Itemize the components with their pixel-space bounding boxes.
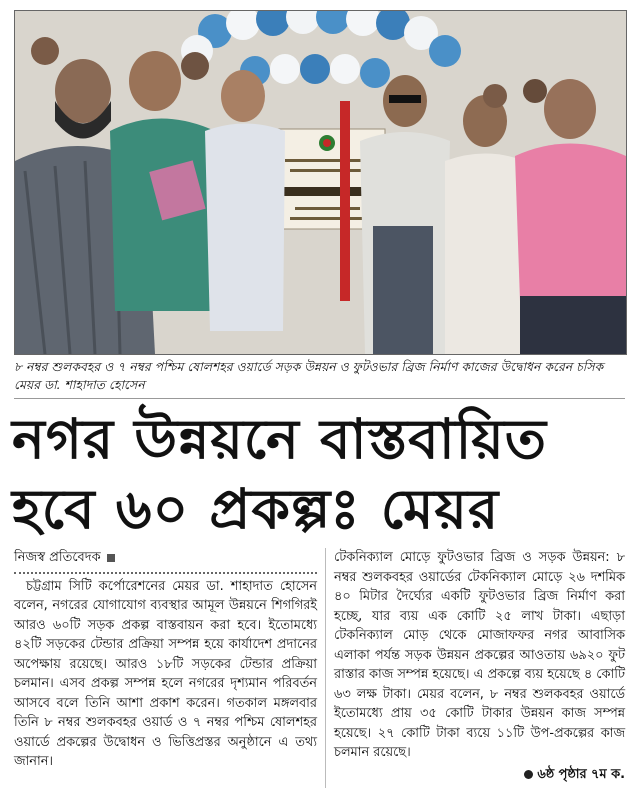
- continued-reference: [334, 765, 625, 785]
- inauguration-photo-illustration: [15, 11, 626, 354]
- photo-caption: ৮ নম্বর শুলকবহর ও ৭ নম্বর পশ্চিম ষোলশহর ওয়ার্ডে সড়ক উন্নয়ন ও ফুটওভার ব্রিজ নির্মাণ কাজের উদ্বোধন করেন চসিক মেয়র ডা. শাহাদাত হোসেন: [14, 358, 625, 399]
- dotted-divider: [14, 570, 317, 574]
- continued-text: ৬ষ্ঠ পৃষ্ঠার ৭ম ক.: [537, 766, 625, 782]
- byline-text: নিজস্ব প্রতিবেদক: [14, 550, 101, 565]
- column-divider: [325, 548, 326, 788]
- article-right-column: [334, 548, 625, 784]
- article-left-column: [14, 548, 317, 772]
- headline-line-2: হবে ৬০ প্রকল্পঃ মেয়র: [12, 477, 500, 541]
- article-paragraph-left: চট্টগ্রাম সিটি কর্পোরেশনের মেয়র ডা. শাহাদাত হোসেন বলেন, নগরের যোগাযোগ ব্যবস্থার আমূল উন্নয়নে শিগগিরই আরও ৬০টি সড়ক প্রকল্প বাস্তবায়ন করা হবে। ইতোমধ্যে ৪২টি সড়কের টেন্ডার প্রক্রিয়া সম্পন্ন হয়ে কার্যাদেশ প্রদানের অপেক্ষায় রয়েছে। আরও ১৮টি সড়কের টেন্ডার প্রক্রিয়া চলমান। এসব প্রকল্প সম্পন্ন হলে নগরের দৃশ্যমান পরিবর্তন আসবে বলে তিনি আশা প্রকাশ করেন। গতকাল মঙ্গলবার তিনি ৮ নম্বর শুলকবহর ওয়ার্ড ও ৭ নম্বর পশ্চিম ষোলশহর ওয়ার্ডে প্রকল্পের উদ্বোধন ও ভিত্তিপ্রস্তর অনুষ্ঠানে এ তথ্য জানান।: [14, 578, 317, 769]
- headline-line-1: নগর উন্নয়নে বাস্তবায়িত: [12, 407, 548, 471]
- news-photo: [14, 10, 627, 355]
- article-paragraph-right: টেকনিক্যাল মোড়ে ফুটওভার ব্রিজ ও সড়ক উন্নয়ন: ৮ নম্বর শুলকবহর ওয়ার্ডের টেকনিক্যাল মোড়ে ২৬ দশমিক ৪০ মিটার দৈর্ঘ্যের একটি ফুটওভার ব্রিজ নির্মাণ করা হচ্ছে, যার ব্যয় এক কোটি ২৫ লাখ টাকা। এছাড়া টেকনিক্যাল মোড় থেকে মোজাফফর নগর আবাসিক এলাকা পর্যন্ত সড়ক উন্নয়ন প্রকল্পের আওতায় ৬৯২০ ফুট রাস্তার কাজ সম্পন্ন হয়েছে। এ প্রকল্পে ব্যয় হয়েছে ৪ কোটি ৬৩ লক্ষ টাকা। মেয়র বলেন, ৮ নম্বর শুলকবহর ওয়ার্ডে ইতোমধ্যে প্রায় ৩৫ কোটি টাকার উন্নয়ন কাজ সম্পন্ন হয়েছে। ২৭ কোটি টাকা ব্যয়ে ১১টি উপ-প্রকল্পের কাজ চলমান রয়েছে।: [334, 550, 625, 760]
- square-bullet-icon: [107, 554, 115, 562]
- bullet-dot-icon: [524, 770, 533, 779]
- byline: [14, 548, 317, 568]
